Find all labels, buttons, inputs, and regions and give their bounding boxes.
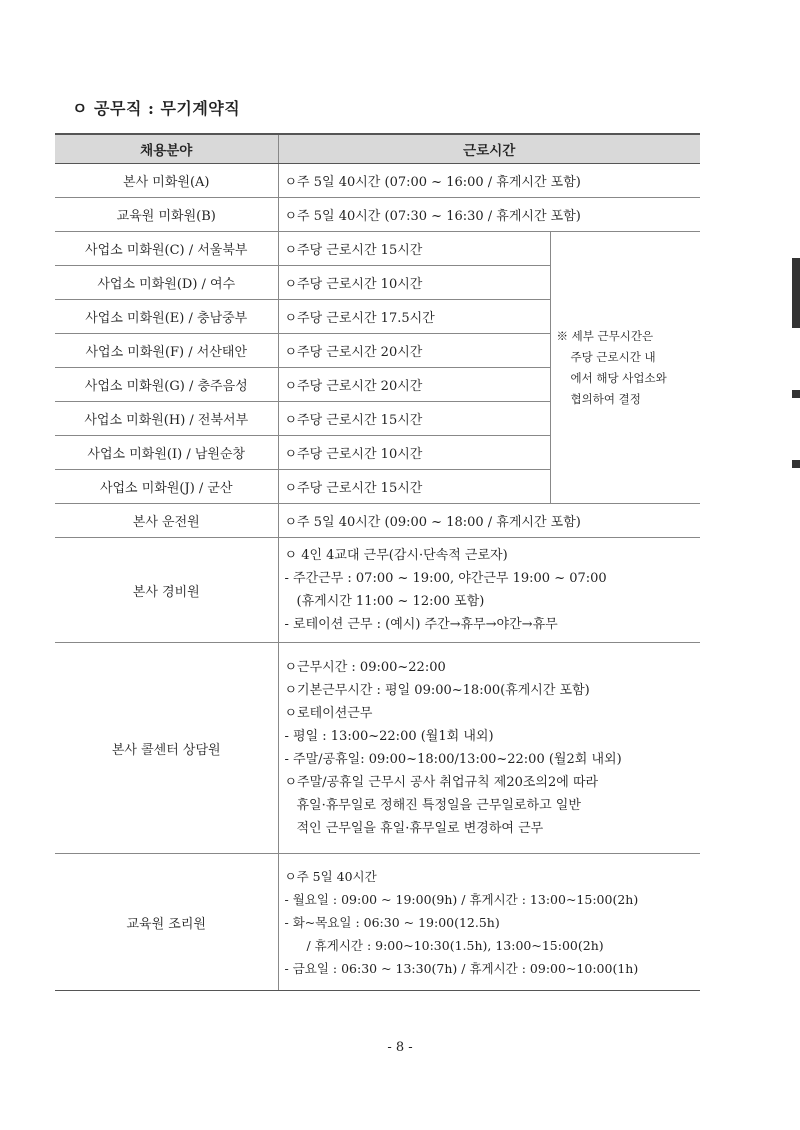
row-hours: ㅇ주 5일 40시간 (07:00 ~ 16:00 / 휴게시간 포함) [278, 164, 700, 198]
row-category: 본사 경비원 [55, 538, 278, 643]
row-hours [278, 854, 700, 991]
page-edge-mark [792, 390, 800, 398]
hours-line: ㅇ주 5일 40시간 [284, 868, 377, 884]
row-category: 사업소 미화원(D) / 여수 [55, 266, 278, 300]
row-category: 본사 콜센터 상담원 [55, 643, 278, 854]
row-category: 본사 운전원 [55, 504, 278, 538]
hours-line: ㅇ근무시간 : 09:00~22:00 [284, 660, 446, 675]
page-edge-mark [792, 460, 800, 468]
page-number: - 8 - [387, 1040, 413, 1055]
table-row [55, 198, 700, 232]
row-hours [278, 643, 700, 854]
row-hours: ㅇ주당 근로시간 20시간 [278, 334, 550, 368]
row-hours: ㅇ주당 근로시간 15시간 [278, 232, 550, 266]
row-category: 교육원 미화원(B) [55, 198, 278, 232]
site-note-line: ※ 세부 근무시간은 [556, 328, 654, 343]
site-note [550, 232, 700, 504]
hours-line: ㅇ로테이션근무 [284, 706, 373, 721]
row-category: 사업소 미화원(H) / 전북서부 [55, 402, 278, 436]
row-category: 사업소 미화원(C) / 서울북부 [55, 232, 278, 266]
row-hours: ㅇ주당 근로시간 20시간 [278, 368, 550, 402]
row-hours: ㅇ주당 근로시간 15시간 [278, 470, 550, 504]
hours-line: 휴일·휴무일로 정해진 특정일을 근무일로하고 일반 [296, 798, 581, 813]
hours-line: - 월요일 : 09:00 ~ 19:00(9h) / 휴게시간 : 13:00~15:00(2h) [284, 891, 639, 907]
row-category: 사업소 미화원(E) / 충남중부 [55, 300, 278, 334]
site-note-line: 에서 해당 사업소와 [570, 370, 667, 385]
header-hours: 근로시간 [278, 134, 700, 164]
row-category: 사업소 미화원(G) / 충주음성 [55, 368, 278, 402]
row-hours: ㅇ주 5일 40시간 (09:00 ~ 18:00 / 휴게시간 포함) [278, 504, 700, 538]
row-category: 사업소 미화원(F) / 서산태안 [55, 334, 278, 368]
table-header-row [55, 134, 700, 164]
header-category: 채용분야 [55, 134, 278, 164]
row-hours: ㅇ주당 근로시간 10시간 [278, 436, 550, 470]
table-row [55, 232, 700, 266]
table-row [55, 854, 700, 991]
section-title: ㅇ 공무직 : 무기계약직 [72, 99, 241, 118]
hours-line: ㅇ주말/공휴일 근무시 공사 취업규칙 제20조의2에 따라 [284, 775, 599, 790]
page-edge-mark [792, 258, 800, 328]
hours-line: - 주말/공휴일: 09:00~18:00/13:00~22:00 (월2회 내외) [284, 752, 622, 767]
site-note-line: 주당 근로시간 내 [570, 349, 656, 364]
row-category: 사업소 미화원(J) / 군산 [55, 470, 278, 504]
hours-line: - 금요일 : 06:30 ~ 13:30(7h) / 휴게시간 : 09:00~10:00(1h) [284, 960, 639, 976]
hours-line: - 로테이션 근무 : (예시) 주간→휴무→야간→휴무 [284, 617, 558, 632]
row-hours: ㅇ주 5일 40시간 (07:30 ~ 16:30 / 휴게시간 포함) [278, 198, 700, 232]
hours-line: - 평일 : 13:00~22:00 (월1회 내외) [284, 729, 494, 744]
hours-line: ㅇ 4인 4교대 근무(감시·단속적 근로자) [284, 548, 508, 563]
hours-line: / 휴게시간 : 9:00~10:30(1.5h), 13:00~15:00(2h) [306, 937, 604, 953]
hours-line: - 화~목요일 : 06:30 ~ 19:00(12.5h) [284, 914, 500, 930]
hours-line: (휴게시간 11:00 ~ 12:00 포함) [296, 594, 485, 609]
employment-hours-table [55, 133, 700, 991]
hours-line: 적인 근무일을 휴일·휴무일로 변경하여 근무 [296, 821, 544, 836]
row-category: 사업소 미화원(I) / 남원순창 [55, 436, 278, 470]
hours-line: ㅇ기본근무시간 : 평일 09:00~18:00(휴게시간 포함) [284, 683, 590, 698]
table-row [55, 538, 700, 643]
row-hours: ㅇ주당 근로시간 17.5시간 [278, 300, 550, 334]
row-category: 본사 미화원(A) [55, 164, 278, 198]
hours-line: - 주간근무 : 07:00 ~ 19:00, 야간근무 19:00 ~ 07:00 [284, 571, 607, 586]
table-row [55, 504, 700, 538]
row-hours [278, 538, 700, 643]
site-note-line: 협의하여 결정 [570, 391, 641, 406]
row-category: 교육원 조리원 [55, 854, 278, 991]
table-row [55, 164, 700, 198]
row-hours: ㅇ주당 근로시간 15시간 [278, 402, 550, 436]
row-hours: ㅇ주당 근로시간 10시간 [278, 266, 550, 300]
table-row [55, 643, 700, 854]
